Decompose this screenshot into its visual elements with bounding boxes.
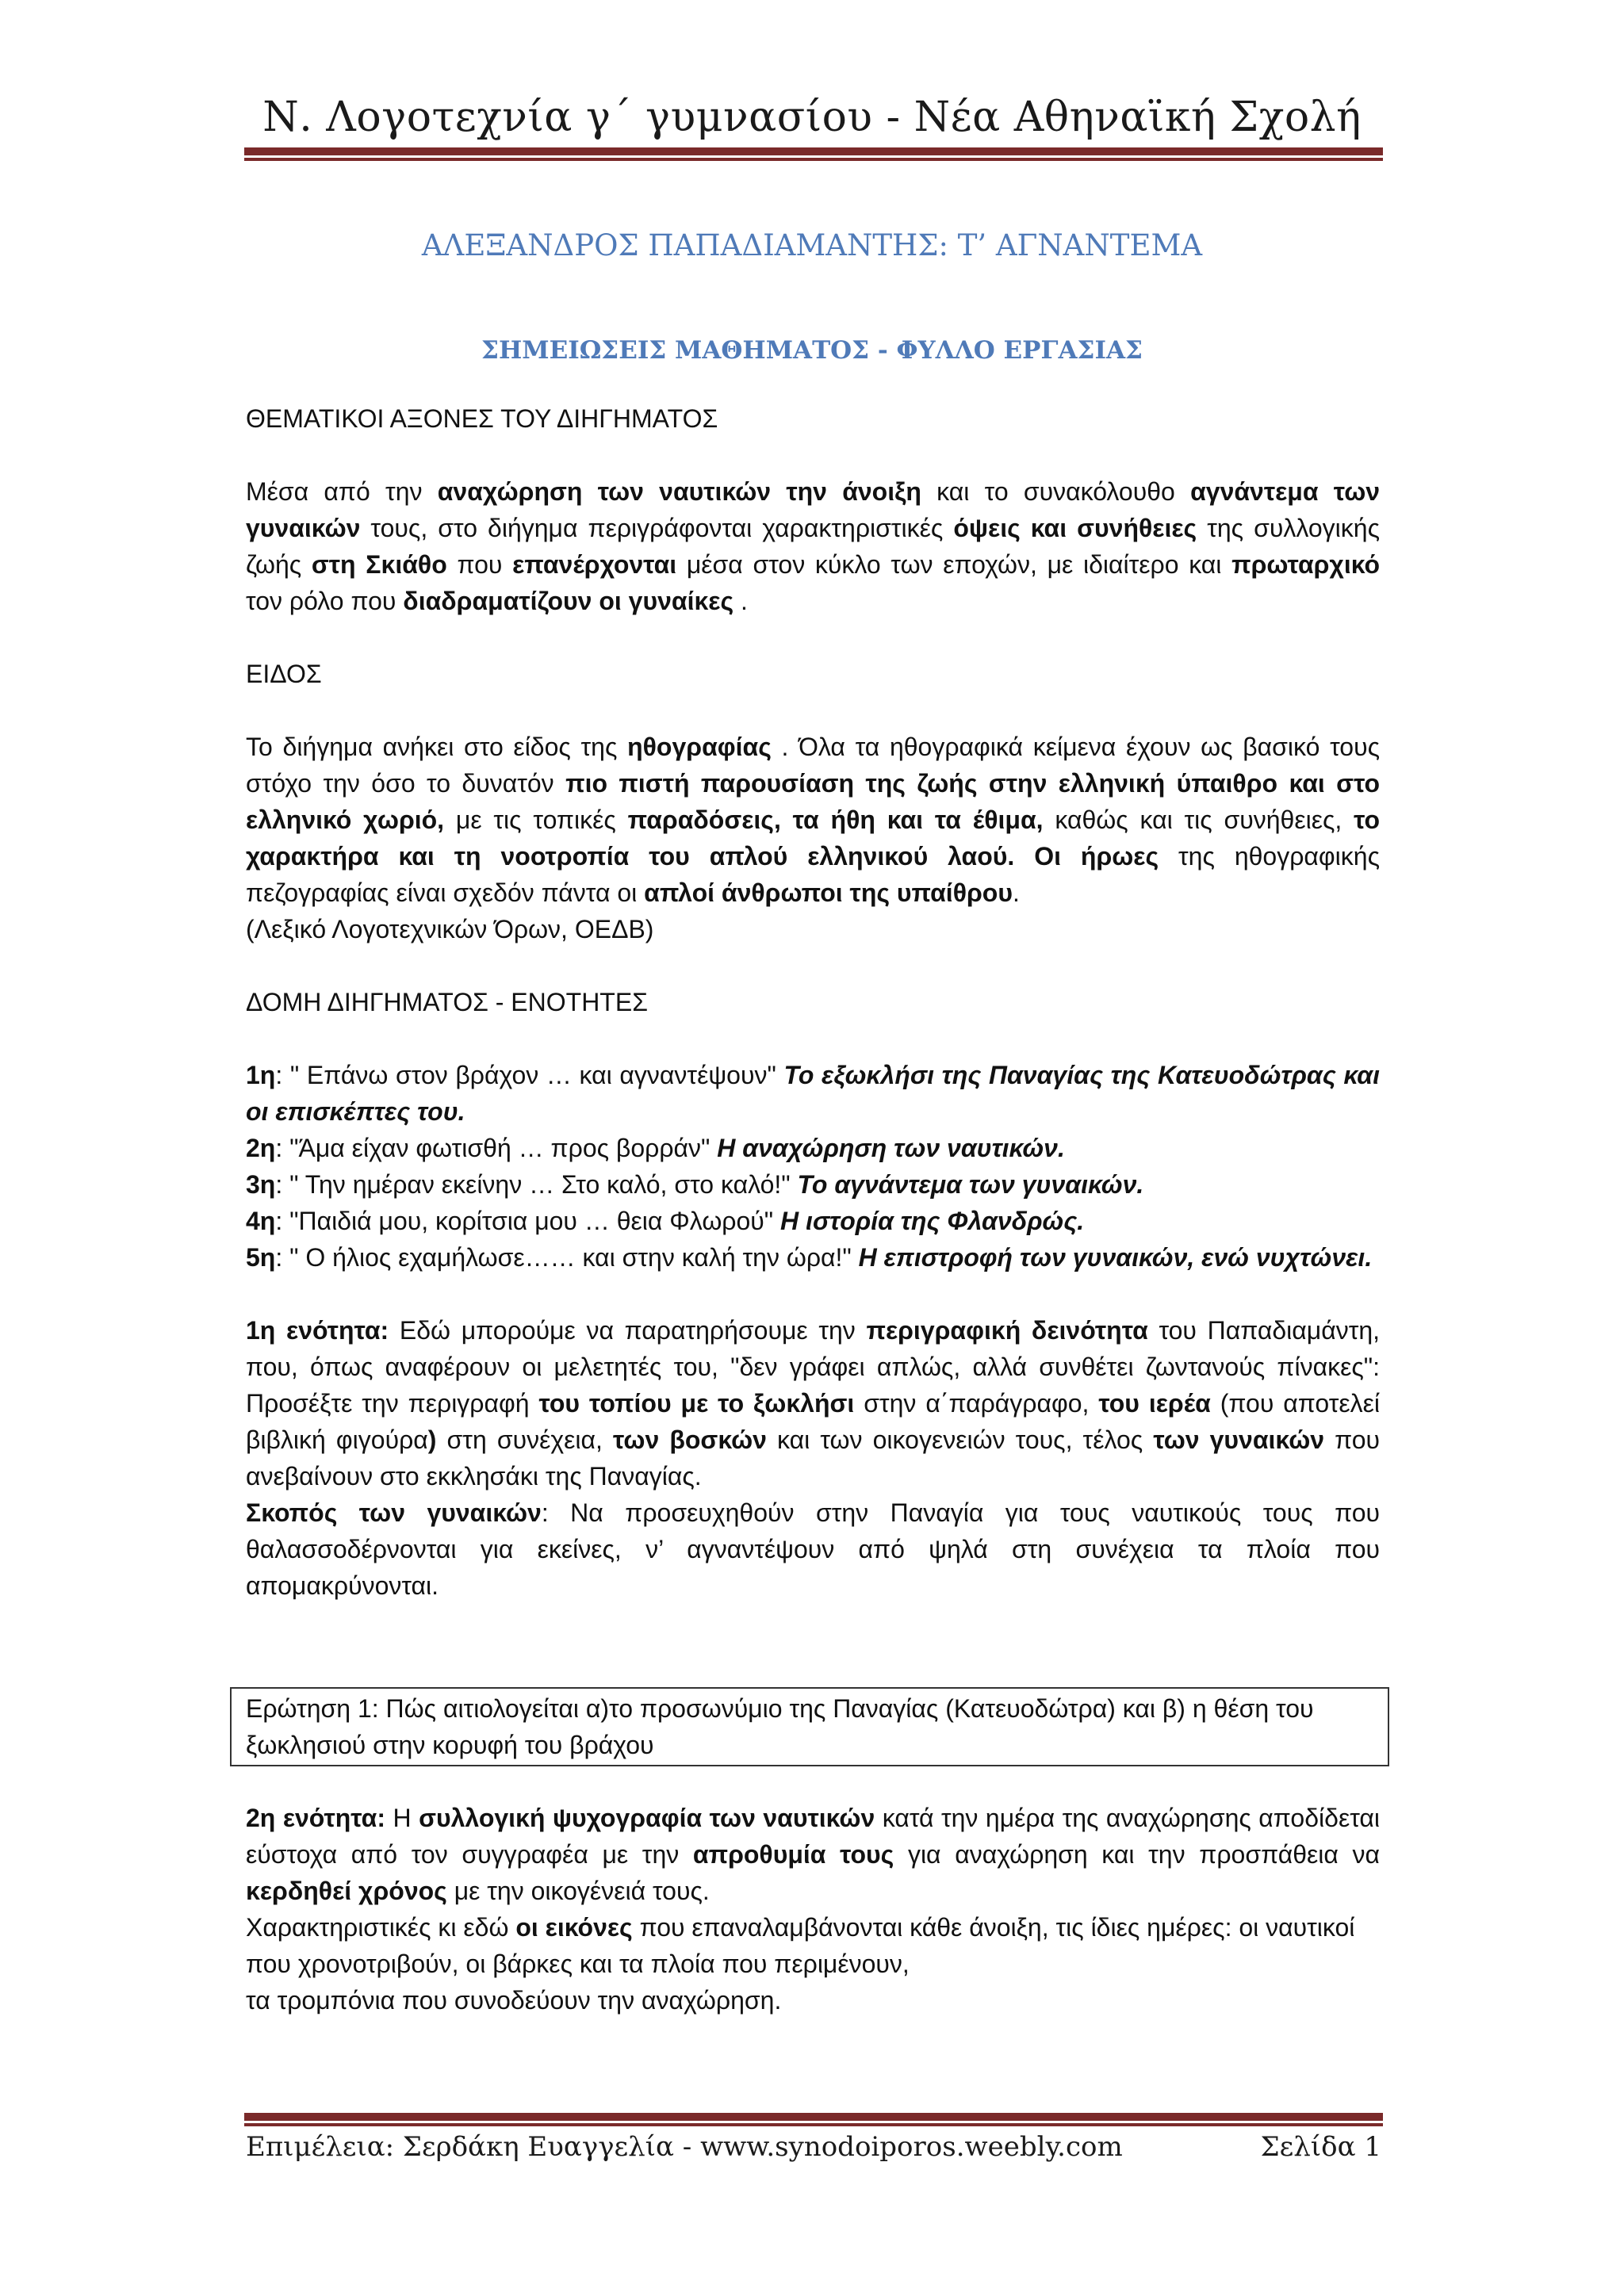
page-header-title: Ν. Λογοτεχνία γ΄ γυμνασίου - Νέα Αθηναϊκή Σχολή bbox=[262, 94, 1362, 141]
page-number: Σελίδα 1 bbox=[1260, 2131, 1381, 2163]
unit2-paragraph: 2η ενότητα: Η συλλογική ψυχογραφία των ναυτικών κατά την ημέρα της αναχώρησης αποδίδεται εύστοχα από τον συγγραφέα με την απροθυμία τους για αναχώρηση και την προσπάθεια να κερδηθεί χρόνος με την οικογένειά τους. bbox=[246, 1804, 1381, 1905]
themes-paragraph: Μέσα από την αναχώρηση των ναυτικών την άνοιξη και το συνακόλουθο αγνάντεμα των γυναικών τους, στο διήγημα περιγράφονται χαρακτηριστικές όψεις και συνήθειες της συλλογικής ζωής στη Σκιάθο που επανέρχονται μέσα στον κύκλο των εποχών, με ιδιαίτερο και πρωταρχικό τον ρόλο που διαδραματίζουν οι γυναίκες . bbox=[246, 477, 1381, 615]
unit2-paragraph-2: Χαρακτηριστικές κι εδώ οι εικόνες που επαναλαμβάνονται κάθε άνοιξη, τις ίδιες ημέρες: οι ναυτικοί που χρονοτριβούν, οι βάρκες και τα πλοία που περιμένουν, bbox=[246, 1913, 1355, 1978]
unit1-paragraph: 1η ενότητα: Εδώ μπορούμε να παρατηρήσουμε την περιγραφική δεινότητα του Παπαδιαμάντη, που, όπως αναφέρουν οι μελετητές του, "δεν γράφει απλώς, αλλά συνθέτει ζωντανούς πίνακες": Προσέξτε την περιγραφή του τοπίου με το ξωκλήσι στην α΄παράγραφο, του ιερέα (που αποτελεί βιβλική φιγούρα) στη συνέχεια, των βοσκών και των οικογενειών τους, τέλος των γυναικών που ανεβαίνουν στο εκκλησάκι της Παναγίας. bbox=[246, 1316, 1381, 1490]
footer-credits: Επιμέλεια: Σερδάκη Ευαγγελία - www.synodoiporos.weebly.com bbox=[246, 2131, 1123, 2163]
document-subtitle: ΣΗΜΕΙΩΣΕΙΣ ΜΑΘΗΜΑΤΟΣ - ΦΥΛΛΟ ΕΡΓΑΣΙΑΣ bbox=[481, 336, 1143, 365]
structure-item-4: 4η: "Παιδιά μου, κορίτσια μου … θεια Φλωρού" Η ιστορία της Φλανδρώς. bbox=[246, 1207, 1085, 1235]
structure-item-2: 2η: "Άμα είχαν φωτισθή … προς βορράν" Η αναχώρηση των ναυτικών. bbox=[246, 1134, 1065, 1162]
main-text-block-2 bbox=[246, 1800, 1380, 2019]
genre-source: (Λεξικό Λογοτεχνικών Όρων, ΟΕΔΒ) bbox=[246, 915, 654, 943]
question-box bbox=[230, 1687, 1389, 1766]
genre-paragraph: Το διήγημα ανήκει στο είδος της ηθογραφίας . Όλα τα ηθογραφικά κείμενα έχουν ως βασικό τους στόχο την όσο το δυνατόν πιο πιστή παρουσίαση της ζωής στην ελληνική ύπαιθρο και στο ελληνικό χωριό, με τις τοπικές παραδόσεις, τα ήθη και τα έθιμα, καθώς και τις συνήθειες, το χαρακτήρα και τη νοοτροπία του απλού ελληνικού λαού. Οι ήρωες της ηθογραφικής πεζογραφίας είναι σχεδόν πάντα οι απλοί άνθρωποι της υπαίθρου. bbox=[246, 733, 1381, 907]
footer-rule bbox=[244, 2113, 1383, 2126]
unit2-paragraph-3: τα τρομπόνια που συνοδεύουν την αναχώρηση. bbox=[246, 1986, 782, 2015]
structure-heading: ΔΟΜΗ ΔΙΗΓΗΜΑΤΟΣ - ΕΝΟΤΗΤΕΣ bbox=[246, 988, 648, 1016]
genre-heading: ΕΙΔΟΣ bbox=[246, 660, 322, 688]
header-rule bbox=[244, 147, 1383, 161]
main-text-block-1 bbox=[246, 400, 1380, 1604]
question-text: Ερώτηση 1: Πώς αιτιολογείται α)το προσωνύμιο της Παναγίας (Κατευοδώτρα) και β) η θέση του ξωκλησιού στην κορυφή του βράχου bbox=[246, 1694, 1314, 1759]
structure-item-3: 3η: " Την ημέραν εκείνην … Στο καλό, στο καλό!" Το αγνάντεμα των γυναικών. bbox=[246, 1170, 1144, 1199]
unit1-aim-paragraph: Σκοπός των γυναικών: Να προσευχηθούν στην Παναγία για τους ναυτικούς τους που θαλασσοδέρνονται για εκείνες, ν’ αγναντέψουν από ψηλά στη συνέχεια τα πλοία που απομακρύνονται. bbox=[246, 1498, 1381, 1600]
themes-heading: ΘΕΜΑΤΙΚΟΙ ΑΞΟΝΕΣ ΤΟΥ ΔΙΗΓΗΜΑΤΟΣ bbox=[246, 404, 718, 433]
structure-item-1: 1η: " Επάνω στον βράχον … και αγναντέψουν" Το εξωκλήσι της Παναγίας της Κατευοδώτρας και οι επισκέπτες του. bbox=[246, 1061, 1381, 1126]
structure-item-5: 5η: " Ο ήλιος εχαμήλωσε…… και στην καλή την ώρα!" Η επιστροφή των γυναικών, ενώ νυχτώνει. bbox=[246, 1243, 1373, 1272]
document-title: ΑΛΕΞΑΝΔΡΟΣ ΠΑΠΑΔΙΑΜΑΝΤΗΣ: Τ’ ΑΓΝΑΝΤΕΜΑ bbox=[421, 228, 1203, 262]
